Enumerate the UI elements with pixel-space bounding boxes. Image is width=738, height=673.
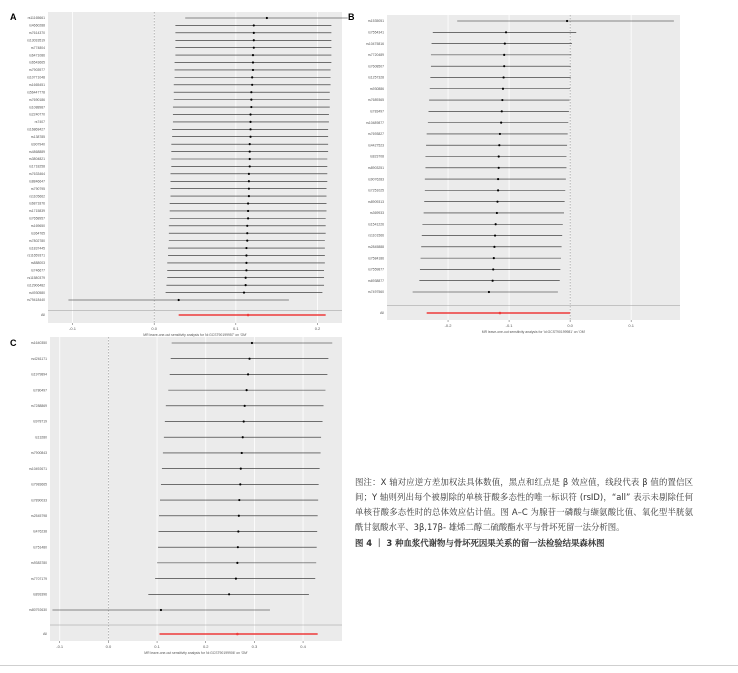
row-label: rs7633464 <box>28 172 45 177</box>
row-label: rs364765 <box>30 231 45 236</box>
row-label: rs7497560 <box>367 290 384 295</box>
effect-point <box>253 47 255 49</box>
effect-point <box>498 167 500 169</box>
panel-label-b: B <box>348 12 355 22</box>
effect-point <box>243 291 245 293</box>
row-label: rs11580379 <box>27 275 45 280</box>
effect-point <box>251 76 253 78</box>
row-label: rs7983665 <box>30 482 47 487</box>
effect-point <box>245 254 247 256</box>
row-label: rs9076283 <box>367 177 384 182</box>
effect-point <box>251 84 253 86</box>
row-label: rs7288869 <box>30 404 47 409</box>
plot-background-a <box>48 12 342 323</box>
effect-point <box>252 54 254 56</box>
effect-point <box>245 277 247 279</box>
effect-point <box>253 39 255 41</box>
row-label: rs6543665 <box>28 60 45 65</box>
x-tick-label: -0.1 <box>505 323 513 328</box>
effect-point <box>250 99 252 101</box>
x-tick-label: 0.4 <box>300 644 306 649</box>
effect-point <box>242 436 244 438</box>
effect-point <box>503 54 505 56</box>
panel-label-c: C <box>10 338 17 348</box>
effect-point <box>505 31 507 33</box>
forest-plot-b <box>345 10 738 340</box>
all-row-label: All <box>43 632 47 637</box>
row-label: rs7900843 <box>30 451 47 456</box>
row-label: rs7658957 <box>28 216 45 221</box>
all-effect-point <box>236 633 239 636</box>
plot-background-c <box>50 337 342 641</box>
all-effect-point <box>499 312 502 315</box>
row-label: rs2845888 <box>367 245 384 250</box>
row-label: rs1257328 <box>367 75 384 80</box>
effect-point <box>566 20 568 22</box>
all-row-label: All <box>41 313 45 318</box>
effect-point <box>247 202 249 204</box>
x-tick-label: -0.1 <box>69 326 76 331</box>
effect-point <box>493 246 495 248</box>
effect-point <box>248 173 250 175</box>
row-label: rs893396 <box>32 592 47 597</box>
figure-caption <box>355 475 693 551</box>
row-label: rs7559877 <box>367 267 384 272</box>
caption-title: 图 4 ｜ 3 种血浆代谢物与骨坏死因果关系的留一法检验结果森林图 <box>355 538 605 548</box>
x-tick-label: 0.1 <box>154 644 160 649</box>
row-label: rs7407 <box>34 120 45 125</box>
row-label: rs7690186 <box>28 97 45 102</box>
effect-point <box>240 468 242 470</box>
row-label: rs7720489 <box>367 53 384 58</box>
row-label: rs1101566 <box>368 233 384 238</box>
row-label: rs4868889 <box>28 149 45 154</box>
effect-point <box>235 577 237 579</box>
effect-point <box>266 17 268 19</box>
effect-point <box>245 262 247 264</box>
row-label: rs16868427 <box>27 127 45 132</box>
effect-point <box>503 65 505 67</box>
effect-point <box>248 195 250 197</box>
effect-point <box>249 143 251 145</box>
row-label: rs169650 <box>30 223 45 228</box>
effect-point <box>252 69 254 71</box>
row-label: rs2545798 <box>30 513 47 518</box>
row-label: rs888003 <box>30 261 45 266</box>
effect-point <box>498 155 500 157</box>
row-label: rs7802780 <box>28 238 45 243</box>
row-label: rs751480 <box>32 545 47 550</box>
effect-point <box>504 42 506 44</box>
x-axis-label: MR leave-one-out sensitivity analysis for 'id:GCST90199981' on 'OM' <box>481 330 586 334</box>
effect-point <box>247 210 249 212</box>
row-label: rs1088987 <box>28 105 45 110</box>
effect-point <box>238 499 240 501</box>
effect-point <box>249 136 251 138</box>
row-label: rs6871876 <box>28 201 45 206</box>
effect-point <box>500 122 502 124</box>
row-label: rs369933 <box>369 211 384 216</box>
row-label: rs8903251 <box>367 165 384 170</box>
row-label: rs780497 <box>32 388 47 393</box>
row-label: rs1979894 <box>30 372 47 377</box>
row-label: rs11165661 <box>27 16 45 21</box>
row-label: rs4660288 <box>28 23 45 28</box>
effect-point <box>248 188 250 190</box>
row-label: rs7608507 <box>367 64 384 69</box>
effect-point <box>488 291 490 293</box>
effect-point <box>245 284 247 286</box>
panel-label-a: A <box>10 12 17 22</box>
effect-point <box>238 515 240 517</box>
x-tick-label: 0.0 <box>151 326 157 331</box>
effect-point <box>249 150 251 152</box>
effect-point <box>178 299 180 301</box>
effect-point <box>248 180 250 182</box>
row-label: rs10489877 <box>366 120 384 125</box>
effect-point <box>248 358 250 360</box>
row-label: rs1665451 <box>28 82 45 87</box>
effect-point <box>497 178 499 180</box>
effect-point <box>244 405 246 407</box>
effect-point <box>245 269 247 271</box>
effect-point <box>496 201 498 203</box>
row-label: rs7903977 <box>28 68 45 73</box>
row-label: rs746677 <box>30 268 45 273</box>
effect-point <box>228 593 230 595</box>
row-label: rs10492671 <box>29 466 47 471</box>
effect-point <box>496 212 498 214</box>
effect-point <box>160 609 162 611</box>
effect-point <box>246 225 248 227</box>
effect-point <box>247 217 249 219</box>
row-label: rs476238 <box>32 529 47 534</box>
row-label: rs2240770 <box>28 112 45 117</box>
row-label: rs13280 <box>34 435 47 440</box>
all-effect-point <box>247 314 250 317</box>
effect-point <box>495 223 497 225</box>
row-label: rs7693827 <box>367 132 384 137</box>
row-label: rs6471086 <box>28 53 45 58</box>
effect-point <box>253 24 255 26</box>
row-label: rs4261171 <box>31 356 47 361</box>
caption-note: 图注：X 轴对应逆方差加权法具体数值，黑点和红点是 β 效应值，线段代表 β 值的置信区间；Y 轴则列出每个被剔除的单核苷酸多态性的唯一标识符 (rsID)，“all” 表示未剔除任何单核苷酸多态性时的总体效应估计值。图 A–C 为腺苷一磷酸与缬氨酸比值、氧化型半胱氨酰甘氨酸水平、3β,17β- 雄烯二醇二硫酸酯水平与骨坏死留一法分析图。 <box>355 477 693 532</box>
x-axis-label: MR leave-one-out sensitivity analysis for 'id:GCST90199957' on 'OM' <box>143 333 247 337</box>
effect-point <box>249 121 251 123</box>
effect-point <box>246 240 248 242</box>
row-label: rs7584186 <box>367 256 384 261</box>
x-tick-label: -0.2 <box>444 323 452 328</box>
row-label: rs10475816 <box>366 41 384 46</box>
row-label: rs7251025 <box>367 188 384 193</box>
effect-point <box>246 389 248 391</box>
effect-point <box>245 247 247 249</box>
effect-point <box>249 113 251 115</box>
row-label: rs7554341 <box>367 30 384 35</box>
x-tick-label: 0.2 <box>314 326 321 331</box>
row-label: rs907940 <box>30 142 45 147</box>
page-footer-rule <box>0 665 738 666</box>
row-label: rs3804821 <box>28 157 45 162</box>
effect-point <box>501 99 503 101</box>
x-tick-label: 0.1 <box>628 323 634 328</box>
x-tick-label: -0.1 <box>56 644 64 649</box>
row-label: rs1541226 <box>367 222 384 227</box>
x-tick-label: 0.3 <box>251 644 258 649</box>
row-label: rs4930580 <box>28 290 45 295</box>
row-label: rs9383780 <box>30 561 47 566</box>
effect-point <box>236 562 238 564</box>
row-label: rs138785 <box>30 134 45 139</box>
effect-point <box>502 76 504 78</box>
effect-point <box>249 128 251 130</box>
effect-point <box>493 257 495 259</box>
effect-point <box>252 61 254 63</box>
row-label: rs783497 <box>369 109 384 114</box>
x-tick-label: 0.0 <box>105 644 112 649</box>
effect-point <box>247 373 249 375</box>
row-label: rs1837445 <box>28 246 45 251</box>
row-label: rs1535051 <box>367 19 384 24</box>
all-row-label: All <box>380 311 384 316</box>
effect-point <box>494 234 496 236</box>
effect-point <box>246 232 248 234</box>
effect-point <box>249 158 251 160</box>
effect-point <box>249 165 251 167</box>
x-tick-label: 0.2 <box>202 644 209 649</box>
row-label: rs79418440 <box>27 298 45 303</box>
effect-point <box>253 32 255 34</box>
row-label: rs1640350 <box>30 341 47 346</box>
row-label: rs6938877 <box>367 278 384 283</box>
effect-point <box>237 546 239 548</box>
effect-point <box>492 268 494 270</box>
forest-plot-c <box>0 335 345 665</box>
row-label: rs1718258 <box>28 164 45 169</box>
effect-point <box>497 189 499 191</box>
row-label: rs11659371 <box>27 253 45 258</box>
row-label: rs12906482 <box>27 283 45 288</box>
effect-point <box>241 452 243 454</box>
row-label: rs7689365 <box>367 98 384 103</box>
row-label: rs56447778 <box>27 90 45 95</box>
x-axis-label: MR leave-one-out sensitivity analysis for 'id:GCST90199906' on 'OM' <box>144 651 248 655</box>
effect-point <box>250 91 252 93</box>
x-tick-label: 0.0 <box>567 323 573 328</box>
row-label: rs10771048 <box>27 75 45 80</box>
effect-point <box>501 110 503 112</box>
row-label: rs7707179 <box>30 576 47 581</box>
effect-point <box>492 280 494 282</box>
row-label: rs4427523 <box>367 143 384 148</box>
row-label: rs7890033 <box>30 498 47 503</box>
effect-point <box>502 88 504 90</box>
effect-point <box>243 420 245 422</box>
x-tick-label: 0.1 <box>233 326 239 331</box>
row-label: rs930886 <box>369 86 384 91</box>
effect-point <box>239 483 241 485</box>
row-label: rs8909313 <box>367 199 384 204</box>
row-label: rs80792630 <box>29 608 47 613</box>
row-label: rs978719 <box>32 419 47 424</box>
row-label: rs8846647 <box>28 179 45 184</box>
effect-point <box>498 144 500 146</box>
row-label: rs7614370 <box>28 31 45 36</box>
effect-point <box>250 106 252 108</box>
effect-point <box>237 530 239 532</box>
effect-point <box>251 342 253 344</box>
row-label: rs1105662 <box>29 194 45 199</box>
forest-plot-a <box>0 10 345 340</box>
row-label: rs823708 <box>369 154 384 159</box>
effect-point <box>499 133 501 135</box>
row-label: rs774804 <box>30 45 45 50</box>
row-label: rs790795 <box>30 186 45 191</box>
row-label: rs13033519 <box>27 38 45 43</box>
row-label: rs1715839 <box>28 209 45 214</box>
